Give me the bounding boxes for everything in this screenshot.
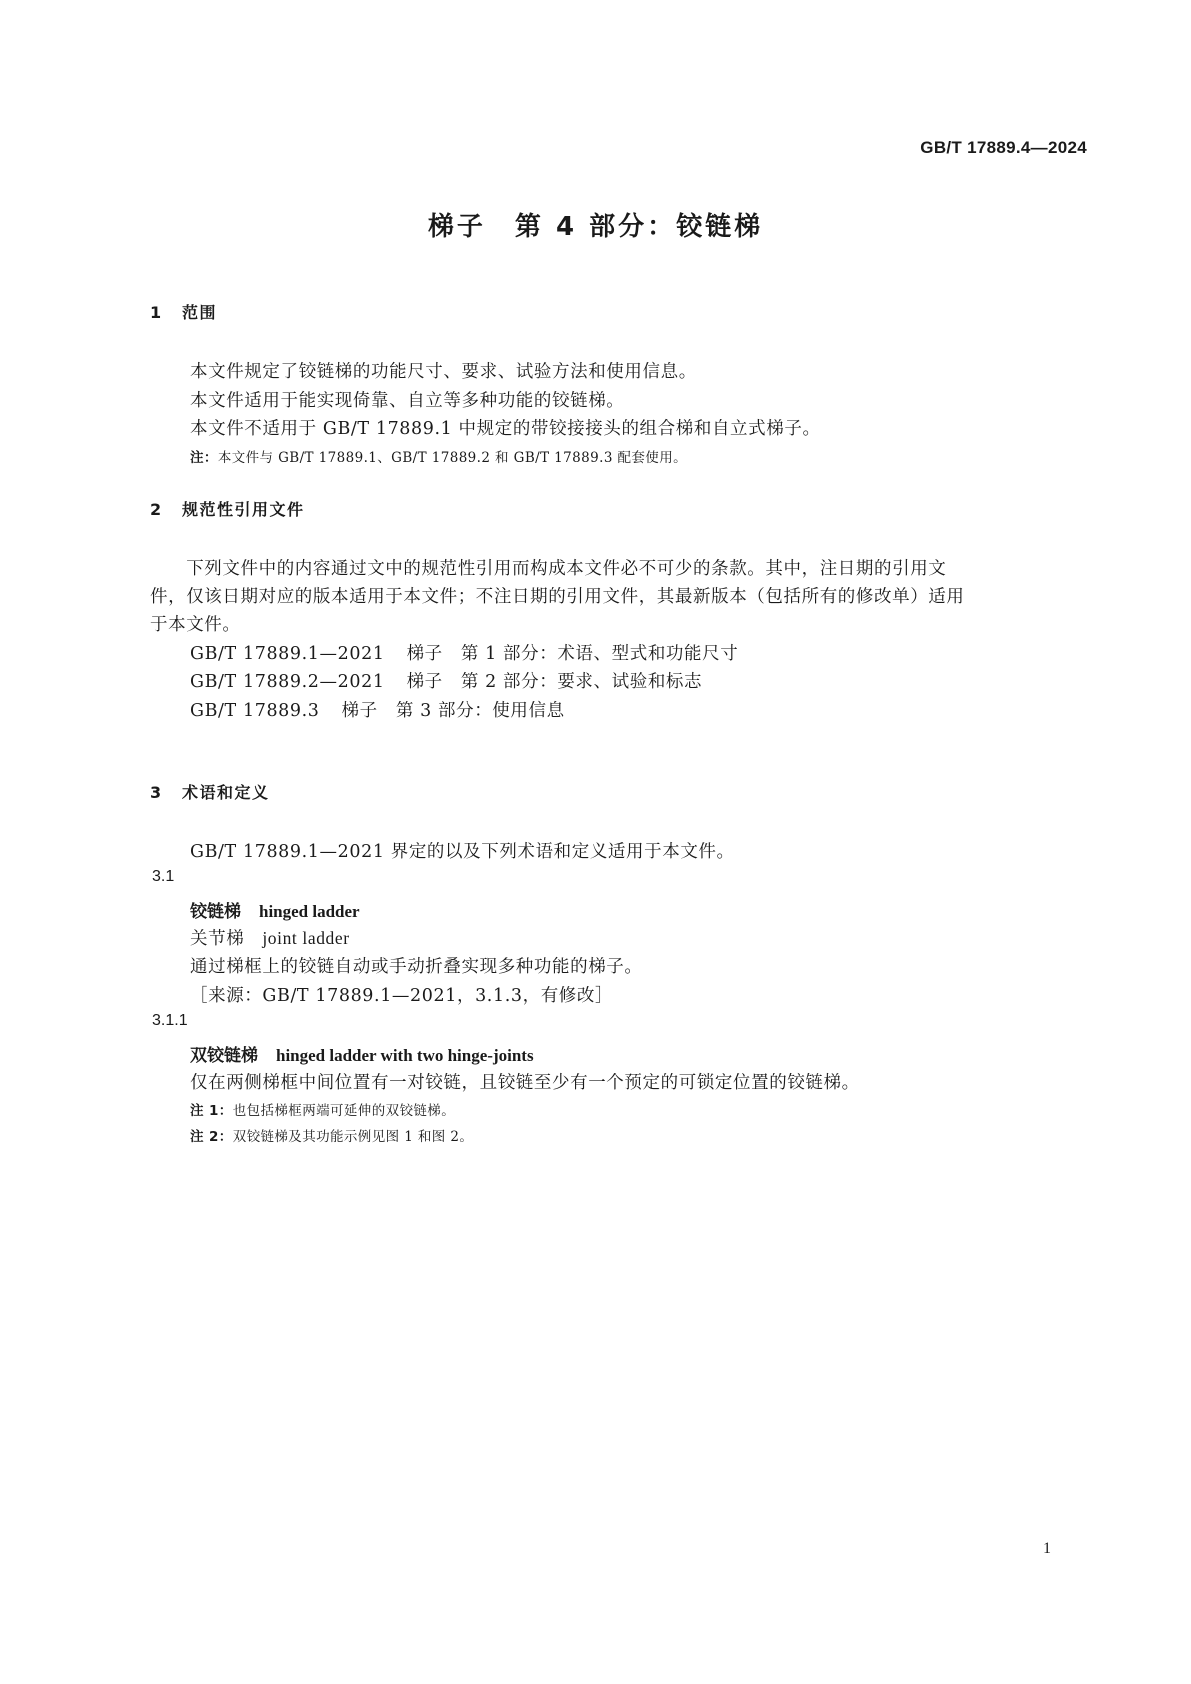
term-entry [190,1041,534,1066]
reference-item [190,697,565,722]
term-definition: 仅在两侧梯框中间位置有一对铰链，且铰链至少有一个预定的可锁定位置的铰链梯。 [190,1073,860,1093]
reference-code: GB/T 17889.2—2021 [190,672,385,692]
note-label: 注 1： [190,1103,233,1119]
term-note-2 [190,1125,473,1145]
reference-item [190,668,702,693]
section-number: 2 [150,500,163,519]
note-label: 注 2： [190,1129,233,1145]
scope-note [190,446,687,466]
section-title: 术语和定义 [182,783,270,802]
term-number: 3.1 [152,868,175,885]
term-entry [190,897,360,922]
note-label: 注： [190,450,218,466]
section-title: 规范性引用文件 [182,500,305,519]
references-para-line-1: 下列文件中的内容通过文中的规范性引用而构成本文件必不可少的条款。其中，注日期的引用文 [150,559,947,579]
term-en: hinged ladder with two hinge-joints [276,1046,534,1065]
term-en: hinged ladder [259,902,360,921]
term-admitted [190,925,350,950]
term-zh: 双铰链梯 [190,1046,258,1066]
section-2-heading [150,497,305,520]
document-title: 梯子 第 4 部分：铰链梯 [427,212,764,242]
term-definition: 通过梯框上的铰链自动或手动折叠实现多种功能的梯子。 [190,957,643,977]
reference-title: 梯子 第 3 部分：使用信息 [341,701,565,721]
term-alt-en: joint ladder [262,928,350,948]
reference-code: GB/T 17889.1—2021 [190,644,385,664]
note-text: 也包括梯框两端可延伸的双铰链梯。 [232,1103,456,1119]
reference-code: GB/T 17889.3 [190,701,320,721]
note-text: 本文件与 GB/T 17889.1、GB/T 17889.2 和 GB/T 17889.3 配套使用。 [217,450,688,466]
term-source: ［来源：GB/T 17889.1—2021，3.1.3，有修改］ [190,986,614,1006]
section-3-heading [150,780,270,803]
terms-intro: GB/T 17889.1—2021 界定的以及下列术语和定义适用于本文件。 [190,842,735,862]
section-title: 范围 [182,303,218,322]
reference-title: 梯子 第 2 部分：要求、试验和标志 [406,672,703,692]
reference-title: 梯子 第 1 部分：术语、型式和功能尺寸 [406,644,739,664]
term-number: 3.1.1 [152,1012,188,1029]
section-1-heading [150,300,217,323]
page-number: 1 [1043,1540,1051,1557]
reference-item [190,640,738,665]
term-alt-zh: 关节梯 [190,929,245,949]
scope-line-2: 本文件适用于能实现倚靠、自立等多种功能的铰链梯。 [190,391,625,411]
section-number: 3 [150,783,163,802]
term-zh: 铰链梯 [190,902,241,922]
scope-line-1: 本文件规定了铰链梯的功能尺寸、要求、试验方法和使用信息。 [190,362,697,382]
references-para-line-3: 于本文件。 [150,615,241,635]
note-text: 双铰链梯及其功能示例见图 1 和图 2。 [232,1129,474,1145]
section-number: 1 [150,303,163,322]
term-note-1 [190,1099,455,1119]
references-para-line-2: 件，仅该日期对应的版本适用于本文件；不注日期的引用文件，其最新版本（包括所有的修改单）适用 [150,587,965,607]
standard-code: GB/T 17889.4—2024 [920,138,1087,157]
scope-line-3: 本文件不适用于 GB/T 17889.1 中规定的带铰接接头的组合梯和自立式梯子。 [190,419,821,439]
